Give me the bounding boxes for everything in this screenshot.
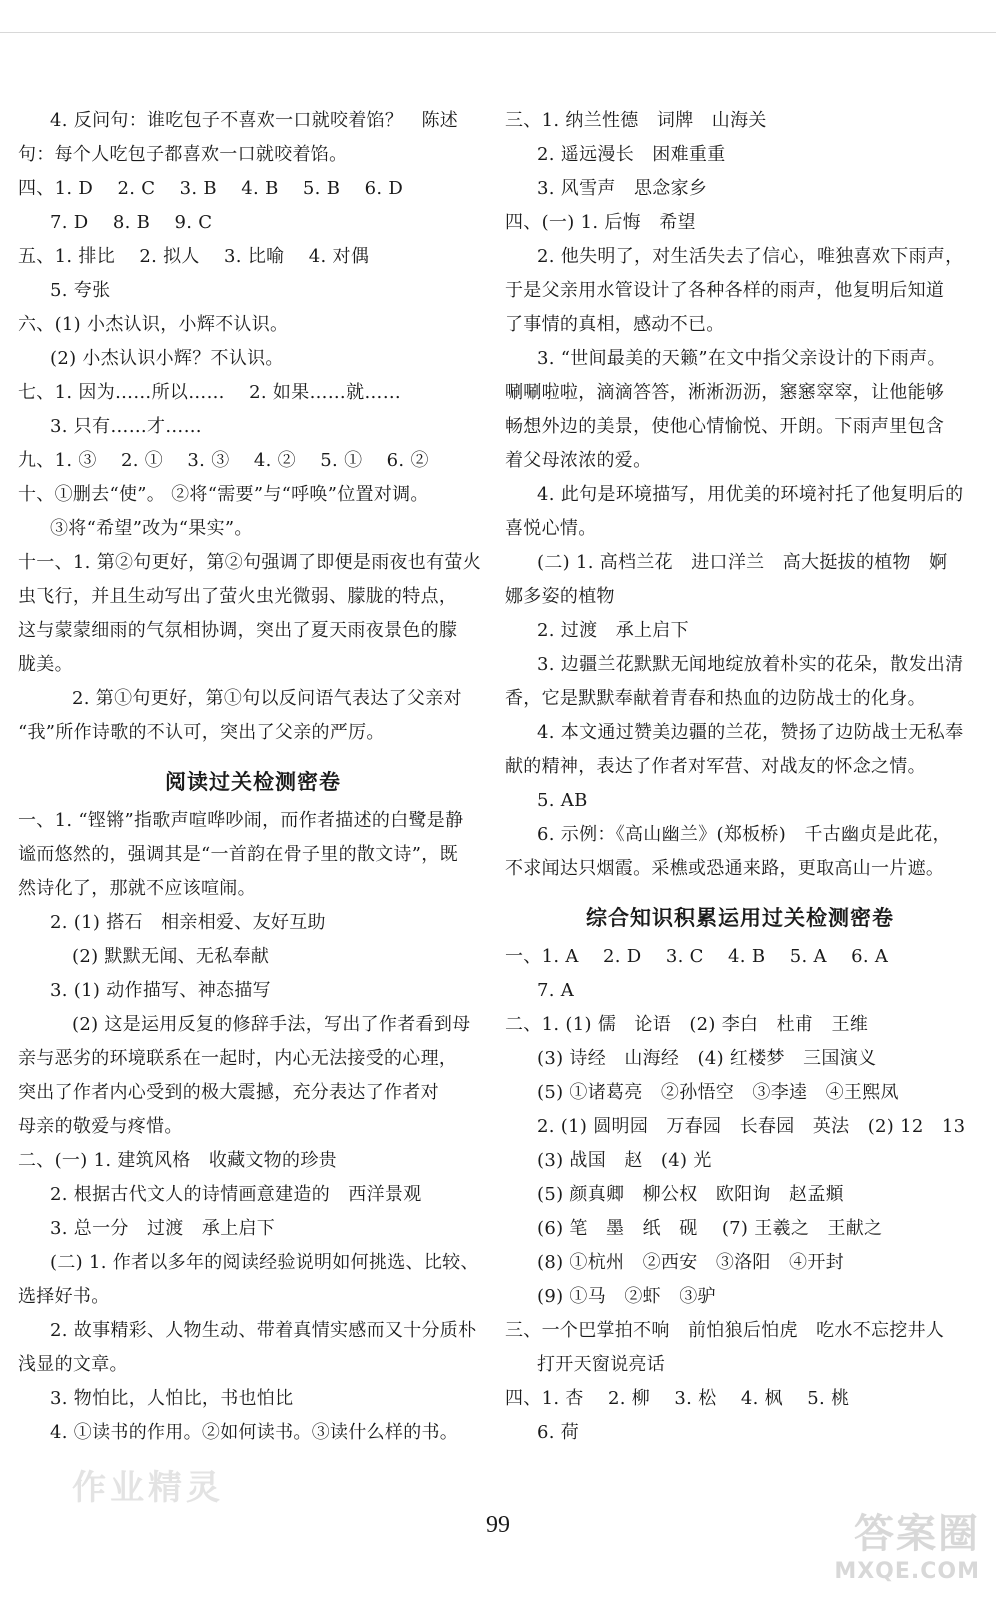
answer-line: (5) ①诸葛亮 ②孙悟空 ③李逵 ④王熙凤 [537, 1082, 899, 1103]
answer-line: 6. 荷 [537, 1422, 580, 1443]
section-title: 阅读过关检测密卷 [165, 770, 341, 794]
answer-line: 香，它是默默奉献着青春和热血的边防战士的化身。 [505, 688, 926, 709]
answer-line: 4. 反问句：谁吃包子不喜欢一口就咬着馅？ 陈述 [50, 110, 459, 131]
answer-line: 献的精神，表达了作者对军营、对战友的怀念之情。 [505, 756, 926, 777]
answer-line: 打开天窗说亮话 [537, 1354, 666, 1375]
answer-line: 3. 只有……才…… [50, 416, 202, 437]
answer-line: “我”所作诗歌的不认可，突出了父亲的严厉。 [18, 722, 385, 743]
answer-line: 2. 过渡 承上启下 [537, 620, 689, 641]
answer-line: (9) ①马 ②虾 ③驴 [537, 1286, 716, 1307]
answer-line: 娜多姿的植物 [505, 586, 615, 607]
answer-line: 了事情的真相，感动不已。 [505, 314, 725, 335]
left-column [18, 104, 488, 1450]
answer-line: 五、1. 排比 2. 拟人 3. 比喻 4. 对偶 [18, 246, 370, 267]
answer-line: 3. 总一分 过渡 承上启下 [50, 1218, 276, 1239]
answer-line: 六、(1) 小杰认识，小辉不认识。 [18, 314, 289, 335]
answer-line: 选择好书。 [18, 1286, 110, 1307]
answer-line: 3. 边疆兰花默默无闻地绽放着朴实的花朵，散发出清 [537, 654, 964, 675]
answer-line: 喜悦心情。 [505, 518, 597, 539]
answer-line: 2. 故事精彩、人物生动、带着真情实感而又十分质朴 [50, 1320, 477, 1341]
answer-line: 一、1. A 2. D 3. C 4. B 5. A 6. A [505, 946, 889, 967]
answer-line: 然诗化了，那就不应该喧闹。 [18, 878, 256, 899]
answer-line: 这与蒙蒙细雨的气氛相协调，突出了夏天雨夜景色的朦 [18, 620, 458, 641]
answer-line: (2) 默默无闻、无私奉献 [72, 946, 270, 967]
watermark-daanquan [820, 1502, 980, 1592]
answer-line: 3. 物怕比，人怕比，书也怕比 [50, 1388, 294, 1409]
answer-line: 四、1. 杏 2. 柳 3. 松 4. 枫 5. 桃 [505, 1388, 850, 1409]
answer-line: ③将“希望”改为“果实”。 [50, 518, 253, 539]
answer-line: 2. (1) 搭石 相亲相爱、友好互助 [50, 912, 326, 933]
answer-line: 一、1. “铿锵”指歌声喧哗吵闹，而作者描述的白鹭是静 [18, 810, 464, 831]
answer-line: 胧美。 [18, 654, 73, 675]
answer-line: 5. AB [537, 790, 588, 811]
answer-line: 三、1. 纳兰性德 词牌 山海关 [505, 110, 767, 131]
answer-line: 亲与恶劣的环境联系在一起时，内心无法接受的心理， [18, 1048, 458, 1069]
answer-line: (二) 1. 高档兰花 进口洋兰 高大挺拔的植物 婀 [537, 552, 948, 573]
answer-line: 畅想外边的美景，使他心情愉悦、开朗。下雨声里包含 [505, 416, 945, 437]
watermark-zuoyejingling: 作业精灵 [72, 1468, 224, 1508]
answer-line: 二、1. (1) 儒 论语 (2) 李白 杜甫 王维 [505, 1014, 869, 1035]
answer-line: 十、①删去“使”。 ②将“需要”与“呼唤”位置对调。 [18, 484, 429, 505]
watermark-url: MXQE.COM [834, 1559, 980, 1584]
answer-line: 四、(一) 1. 后悔 希望 [505, 212, 696, 233]
answer-line: (二) 1. 作者以多年的阅读经验说明如何挑选、比较、 [50, 1252, 479, 1273]
answer-line: 九、1. ③ 2. ① 3. ③ 4. ② 5. ① 6. ② [18, 450, 429, 471]
answer-line: 浅显的文章。 [18, 1354, 128, 1375]
answer-line: 着父母浓浓的爱。 [505, 450, 652, 471]
answer-line: 2. (1) 圆明园 万春园 长春园 英法 (2) 12 13 [537, 1116, 966, 1137]
answer-line: (3) 战国 赵 (4) 光 [537, 1150, 712, 1171]
answer-line: 七、1. 因为……所以…… 2. 如果……就…… [18, 382, 402, 403]
answer-line: 突出了作者内心受到的极大震撼，充分表达了作者对 [18, 1082, 439, 1103]
answer-line: 四、1. D 2. C 3. B 4. B 5. B 6. D [18, 178, 404, 199]
answer-line: 母亲的敬爱与疼惜。 [18, 1116, 183, 1137]
answer-line: 虫飞行，并且生动写出了萤火虫光微弱、朦胧的特点， [18, 586, 458, 607]
watermark-daanquan-text: 答案圈 [854, 1511, 980, 1557]
answer-line: 7. D 8. B 9. C [50, 212, 213, 233]
answer-line: 4. ①读书的作用。②如何读书。③读什么样的书。 [50, 1422, 459, 1443]
answer-line: 唰唰啦啦，滴滴答答，淅淅沥沥，窸窸窣窣，让他能够 [505, 382, 945, 403]
answer-line: 于是父亲用水管设计了各种各样的雨声，他复明后知道 [505, 280, 945, 301]
answer-line: 2. 根据古代文人的诗情画意建造的 西洋景观 [50, 1184, 422, 1205]
answer-line: 4. 本文通过赞美边疆的兰花，赞扬了边防战士无私奉 [537, 722, 964, 743]
section-title: 综合知识积累运用过关检测密卷 [586, 906, 894, 930]
answer-line: 十一、1. 第②句更好，第②句强调了即便是雨夜也有萤火 [18, 552, 481, 573]
answer-line: 不求闻达只烟霞。采樵或恐通来路，更取高山一片遮。 [505, 858, 945, 879]
answer-line: (6) 笔 墨 纸 砚 (7) 王羲之 王献之 [537, 1218, 883, 1239]
answer-line: 二、(一) 1. 建筑风格 收藏文物的珍贵 [18, 1150, 337, 1171]
answer-line: (2) 这是运用反复的修辞手法，写出了作者看到母 [72, 1014, 471, 1035]
top-rule [0, 32, 996, 33]
answer-line: 谧而悠然的，强调其是“一首韵在骨子里的散文诗”，既 [18, 844, 458, 865]
answer-line: 2. 遥远漫长 困难重重 [537, 144, 726, 165]
answer-line: 7. A [537, 980, 575, 1001]
answer-line: 5. 夸张 [50, 280, 111, 301]
answer-line: 6. 示例：《高山幽兰》(郑板桥) 千古幽贞是此花， [537, 824, 951, 845]
answer-line: 三、一个巴掌拍不响 前怕狼后怕虎 吃水不忘挖井人 [505, 1320, 945, 1341]
answer-line: (2) 小杰认识小辉？不认识。 [50, 348, 284, 369]
answer-line: 句：每个人吃包子都喜欢一口就咬着馅。 [18, 144, 348, 165]
right-column [505, 104, 975, 1450]
answer-line: 3. (1) 动作描写、神态描写 [50, 980, 271, 1001]
answer-line: 3. 风雪声 思念家乡 [537, 178, 708, 199]
answer-line: (3) 诗经 山海经 (4) 红楼梦 三国演义 [537, 1048, 877, 1069]
page-number: 99 [486, 1512, 510, 1538]
answer-line: 3. “世间最美的天籁”在文中指父亲设计的下雨声。 [537, 348, 946, 369]
answer-line: 4. 此句是环境描写，用优美的环境衬托了他复明后的 [537, 484, 964, 505]
answer-line: (8) ①杭州 ②西安 ③洛阳 ④开封 [537, 1252, 844, 1273]
answer-line: 2. 第①句更好，第①句以反问语气表达了父亲对 [72, 688, 462, 709]
answer-line: 2. 他失明了，对生活失去了信心，唯独喜欢下雨声， [537, 246, 964, 267]
answer-line: (5) 颜真卿 柳公权 欧阳询 赵孟頫 [537, 1184, 844, 1205]
